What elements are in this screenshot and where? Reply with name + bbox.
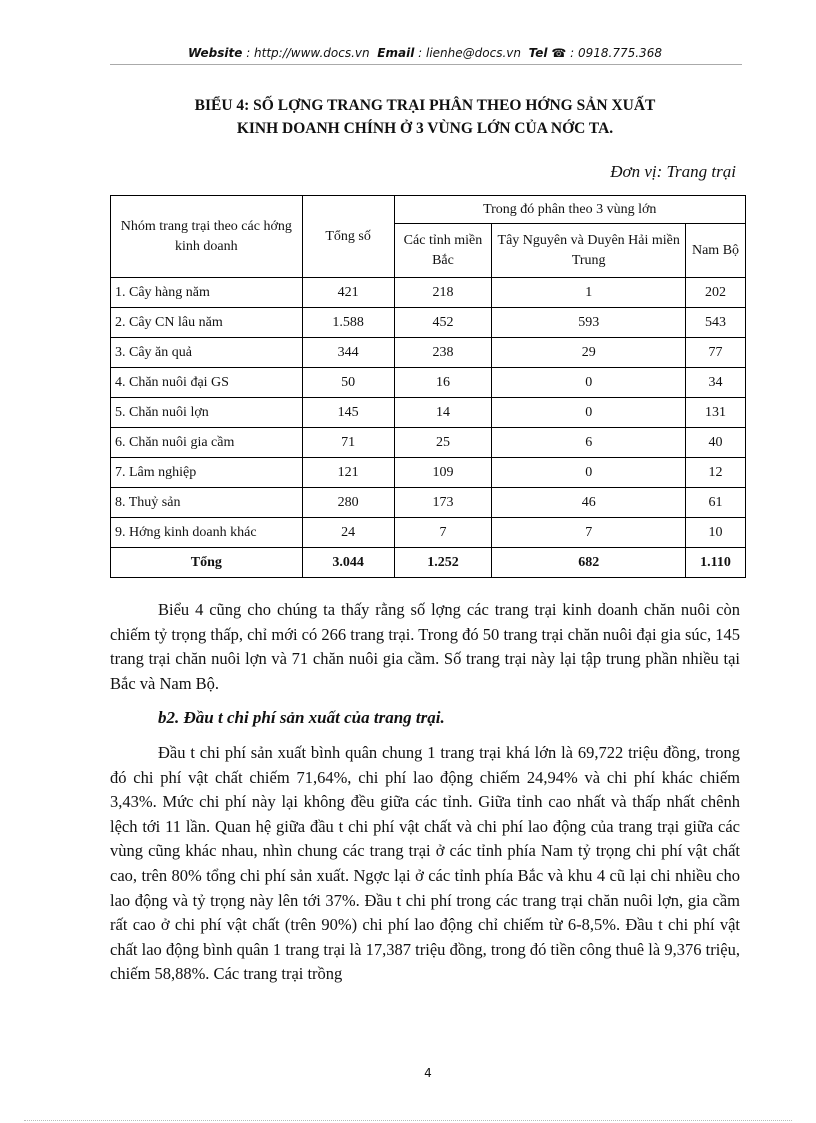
farm-table (110, 195, 746, 578)
cell-south: 12 (686, 458, 746, 488)
cell-total: 50 (302, 368, 394, 398)
paragraph-1: Biểu 4 cũng cho chúng ta thấy rằng số lợng các trang trại kinh doanh chăn nuôi còn chiếm tỷ trọng thấp, chỉ mới có 266 trang trại. Trong đó 50 trang trại chăn nuôi đại gia súc, 145 trang trại chăn nuôi lợn và 71 chăn nuôi gia cầm. Số trang trại này lại tập trung phần nhiều tại Bắc và Nam Bộ. (110, 600, 740, 693)
cell-south: 131 (686, 398, 746, 428)
table-row (111, 368, 746, 398)
cell-central: 7 (492, 518, 686, 548)
cell-total: 24 (302, 518, 394, 548)
cell-central: 1 (492, 278, 686, 308)
table-row (111, 278, 746, 308)
cell-north: 109 (394, 458, 492, 488)
cell-total: 344 (302, 338, 394, 368)
website-value: : http://www.docs.vn (246, 46, 370, 60)
cell-north: 7 (394, 518, 492, 548)
paragraph-2: Đầu t chi phí sản xuất bình quân chung 1 trang trại khá lớn là 69,722 triệu đồng, trong đó chi phí vật chất chiếm 71,64%, chi phí lao động chiếm 24,94% và chi phí khác chiếm 3,43%. Mức chi phí này lại không đều giữa các tỉnh. Giữa tỉnh cao nhất và thấp nhất chênh lệch tới 11 lần. Quan hệ giữa đầu t chi phí vật chất và chi phí lao động của trang trại giữa các vùng cũng khác nhau, nhìn chung các trang trại ở các tỉnh phía Nam tỷ trọng chi phí vật chất cao, trên 80% tổng chi phí sản xuất. Ngợc lại ở các tỉnh phía Bắc và khu 4 cũ lại chi nhiều cho lao động và tỷ trọng này lên tới 37%. Đầu t chi phí trong các trang trại chăn nuôi lợn, gia cầm rất cao ở chi phí vật chất (trên 90%) chi phí lao động chỉ chiếm từ 6-8,5%. Đầu t chi phí vật chất lao động bình quân 1 trang trại là 17,387 triệu đồng, trong đó tiền công thuê là 9,376 triệu, chiếm 58,88%. Các trang trại trồng (110, 743, 740, 984)
row-label: 2. Cây CN lâu năm (111, 308, 303, 338)
row-label: 1. Cây hàng năm (111, 278, 303, 308)
header-central: Tây Nguyên và Duyên Hải miền Trung (492, 224, 686, 278)
page-header (110, 46, 740, 60)
table-row (111, 428, 746, 458)
cell-south: 202 (686, 278, 746, 308)
table-row (111, 308, 746, 338)
cell-north: 25 (394, 428, 492, 458)
email-value: : lienhe@docs.vn (418, 46, 521, 60)
phone-icon: ☎ (551, 46, 567, 60)
table-row (111, 518, 746, 548)
total-cell-central: 682 (492, 548, 686, 578)
row-label: 8. Thuỷ sản (111, 488, 303, 518)
page-number: 4 (424, 1066, 432, 1080)
table-body (111, 278, 746, 578)
cell-total: 280 (302, 488, 394, 518)
unit-label: Đơn vị: Trang trại (610, 162, 736, 181)
cell-north: 14 (394, 398, 492, 428)
cell-total: 421 (302, 278, 394, 308)
table-total-row (111, 548, 746, 578)
cell-north: 173 (394, 488, 492, 518)
row-label: 9. Hớng kinh doanh khác (111, 518, 303, 548)
cell-total: 121 (302, 458, 394, 488)
row-label: 3. Cây ăn quả (111, 338, 303, 368)
cell-south: 40 (686, 428, 746, 458)
total-cell-north: 1.252 (394, 548, 492, 578)
row-label: 4. Chăn nuôi đại GS (111, 368, 303, 398)
header-regions: Trong đó phân theo 3 vùng lớn (394, 196, 745, 224)
cell-total: 71 (302, 428, 394, 458)
footer-divider (24, 1120, 792, 1121)
cell-central: 0 (492, 368, 686, 398)
cell-central: 6 (492, 428, 686, 458)
table-header-row (111, 196, 746, 224)
table-row (111, 398, 746, 428)
tel-label: Tel (528, 46, 548, 60)
cell-central: 0 (492, 458, 686, 488)
cell-central: 593 (492, 308, 686, 338)
cell-central: 0 (492, 398, 686, 428)
website-label: Website (188, 46, 243, 60)
section-subheading: b2. Đầu t chi phí sản xuất của trang trại. (158, 708, 445, 727)
cell-south: 61 (686, 488, 746, 518)
cell-north: 452 (394, 308, 492, 338)
table-row (111, 488, 746, 518)
cell-central: 29 (492, 338, 686, 368)
tel-value: : 0918.775.368 (570, 46, 662, 60)
cell-south: 77 (686, 338, 746, 368)
total-label: Tổng (111, 548, 303, 578)
row-label: 7. Lâm nghiệp (111, 458, 303, 488)
header-group: Nhóm trang trại theo các hớng kinh doanh (111, 196, 303, 278)
table-title-line-2: KINH DOANH CHÍNH Ở 3 VÙNG LỚN CỦA NỚC TA. (236, 120, 614, 137)
cell-central: 46 (492, 488, 686, 518)
cell-south: 10 (686, 518, 746, 548)
cell-total: 145 (302, 398, 394, 428)
header-south: Nam Bộ (686, 224, 746, 278)
cell-south: 543 (686, 308, 746, 338)
table-row (111, 338, 746, 368)
total-cell-south: 1.110 (686, 548, 746, 578)
cell-north: 16 (394, 368, 492, 398)
table-row (111, 458, 746, 488)
cell-south: 34 (686, 368, 746, 398)
email-label: Email (377, 46, 415, 60)
total-cell-total: 3.044 (302, 548, 394, 578)
row-label: 6. Chăn nuôi gia cầm (111, 428, 303, 458)
header-divider (110, 64, 742, 65)
cell-total: 1.588 (302, 308, 394, 338)
cell-north: 238 (394, 338, 492, 368)
cell-north: 218 (394, 278, 492, 308)
header-north: Các tỉnh miền Bắc (394, 224, 492, 278)
row-label: 5. Chăn nuôi lợn (111, 398, 303, 428)
header-total: Tổng số (302, 196, 394, 278)
table-title-line-1: BIỂU 4: SỐ LỢNG TRANG TRẠI PHÂN THEO HỚNG SẢN XUẤT (194, 97, 656, 114)
